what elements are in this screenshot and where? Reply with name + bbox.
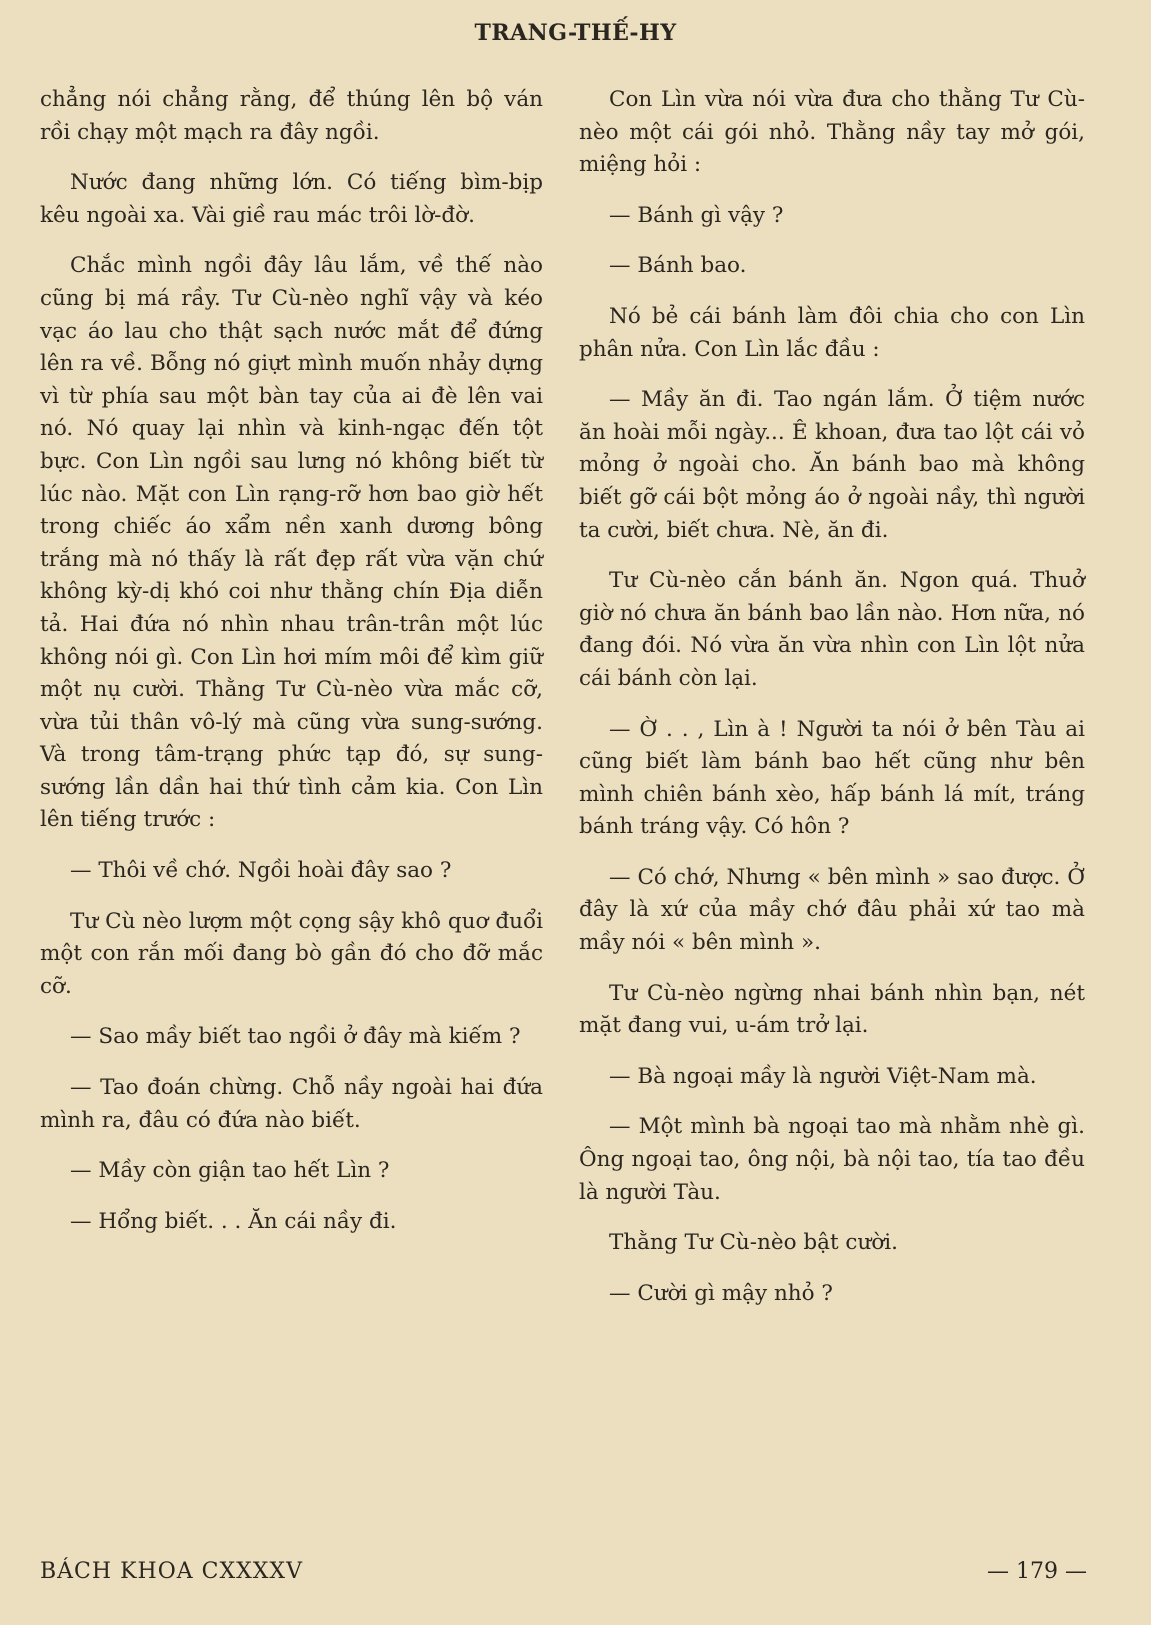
paragraph: Tư Cù-nèo ngừng nhai bánh nhìn bạn, nét mặt đang vui, u-ám trở lại. <box>579 980 1085 1039</box>
paragraph: — Cười gì mậy nhỏ ? <box>609 1280 833 1306</box>
paragraph: — Một mình bà ngoại tao mà nhằm nhè gì. Ông ngoại tao, ông nội, bà nội tao, tía tao đều là người Tàu. <box>579 1114 1085 1205</box>
paragraph: — Sao mầy biết tao ngồi ở đây mà kiếm ? <box>70 1024 521 1050</box>
right-column <box>579 84 1085 1328</box>
paragraph: Chắc mình ngồi đây lâu lắm, về thế nào cũng bị má rầy. Tư Cù-nèo nghĩ vậy và kéo vạc áo lau cho thật sạch nước mắt để đứng lên ra về. Bỗng nó giựt mình muốn nhảy dựng vì từ phía sau một bàn tay của ai đè lên vai nó. Nó quay lại nhìn và kinh-ngạc đến tột bực. Con Lìn ngồi sau lưng nó không biết từ lúc nào. Mặt con Lìn rạng-rỡ hơn bao giờ hết trong chiếc áo xẩm nền xanh dương bông trắng mà nó thấy là rất đẹp rất vừa vặn chứ không kỳ-dị khó coi như thằng chín Địa diễn tả. Hai đứa nó nhìn nhau trân-trân một lúc không nói gì. Con Lìn hơi mím môi để kìm giữ một nụ cười. Thằng Tư Cù-nèo vừa mắc cỡ, vừa tủi thân vô-lý mà cũng vừa sung-sướng. Và trong tâm-trạng phức tạp đó, sự sung-sướng lần dần hai thứ tình cảm kia. Con Lìn lên tiếng trước : <box>40 253 543 833</box>
paragraph: — Bánh gì vậy ? <box>609 202 784 228</box>
left-column <box>40 84 543 1256</box>
paragraph: — Có chớ, Nhưng « bên mình » sao được. Ở đây là xứ của mầy chớ đâu phải xứ tao mà mầy nói « bên mình ». <box>579 864 1085 956</box>
paragraph: — Ờ . . , Lìn à ! Người ta nói ở bên Tàu ai cũng biết làm bánh bao hết cũng như bên mình chiên bánh xèo, hấp bánh lá mít, tráng bánh tráng vậy. Có hôn ? <box>579 716 1085 840</box>
paragraph: — Mầy ăn đi. Tao ngán lắm. Ở tiệm nước ăn hoài mỗi ngày... Ê khoan, đưa tao lột cái vỏ mỏng ở ngoài cho. Ăn bánh bao mà không biết gỡ cái bột mỏng áo ở ngoài nầy, thì người ta cười, biết chưa. Nè, ăn đi. <box>579 387 1085 543</box>
paragraph: — Mầy còn giận tao hết Lìn ? <box>70 1158 390 1184</box>
magazine-issue: BÁCH KHOA CXXXXV <box>40 1559 303 1584</box>
paragraph: Nước đang những lớn. Có tiếng bìm-bịp kêu ngoài xa. Vài giề rau mác trôi lờ-đờ. <box>40 170 543 228</box>
paragraph: Nó bẻ cái bánh làm đôi chia cho con Lìn phân nửa. Con Lìn lắc đầu : <box>579 303 1085 362</box>
paragraph: Thằng Tư Cù-nèo bật cười. <box>609 1230 898 1256</box>
paragraph: Tư Cù-nèo cắn bánh ăn. Ngon quá. Thuở giờ nó chưa ăn bánh bao lần nào. Hơn nữa, nó đang đói. Nó vừa ăn vừa nhìn con Lìn lột nửa cái bánh còn lại. <box>579 568 1085 691</box>
paragraph: Tư Cù nèo lượm một cọng sậy khô quơ đuổi một con rắn mối đang bò gần đó cho đỡ mắc cỡ. <box>40 908 543 999</box>
paragraph: chẳng nói chẳng rằng, để thúng lên bộ ván rồi chạy một mạch ra đây ngồi. <box>40 87 543 145</box>
paragraph: — Bánh bao. <box>609 253 747 279</box>
paragraph: — Bà ngoại mầy là người Việt-Nam mà. <box>609 1063 1037 1089</box>
paragraph: — Hổng biết. . . Ăn cái nầy đi. <box>70 1208 397 1234</box>
paragraph: Con Lìn vừa nói vừa đưa cho thằng Tư Cù-nèo một cái gói nhỏ. Thằng nầy tay mở gói, miệng hỏi : <box>579 87 1085 178</box>
paragraph: — Thôi về chớ. Ngồi hoài đây sao ? <box>70 858 452 884</box>
running-header: TRANG-THẾ-HY <box>474 20 677 46</box>
page-number: — 179 — <box>987 1559 1087 1584</box>
paragraph: — Tao đoán chừng. Chỗ nầy ngoài hai đứa mình ra, đâu có đứa nào biết. <box>40 1075 543 1133</box>
